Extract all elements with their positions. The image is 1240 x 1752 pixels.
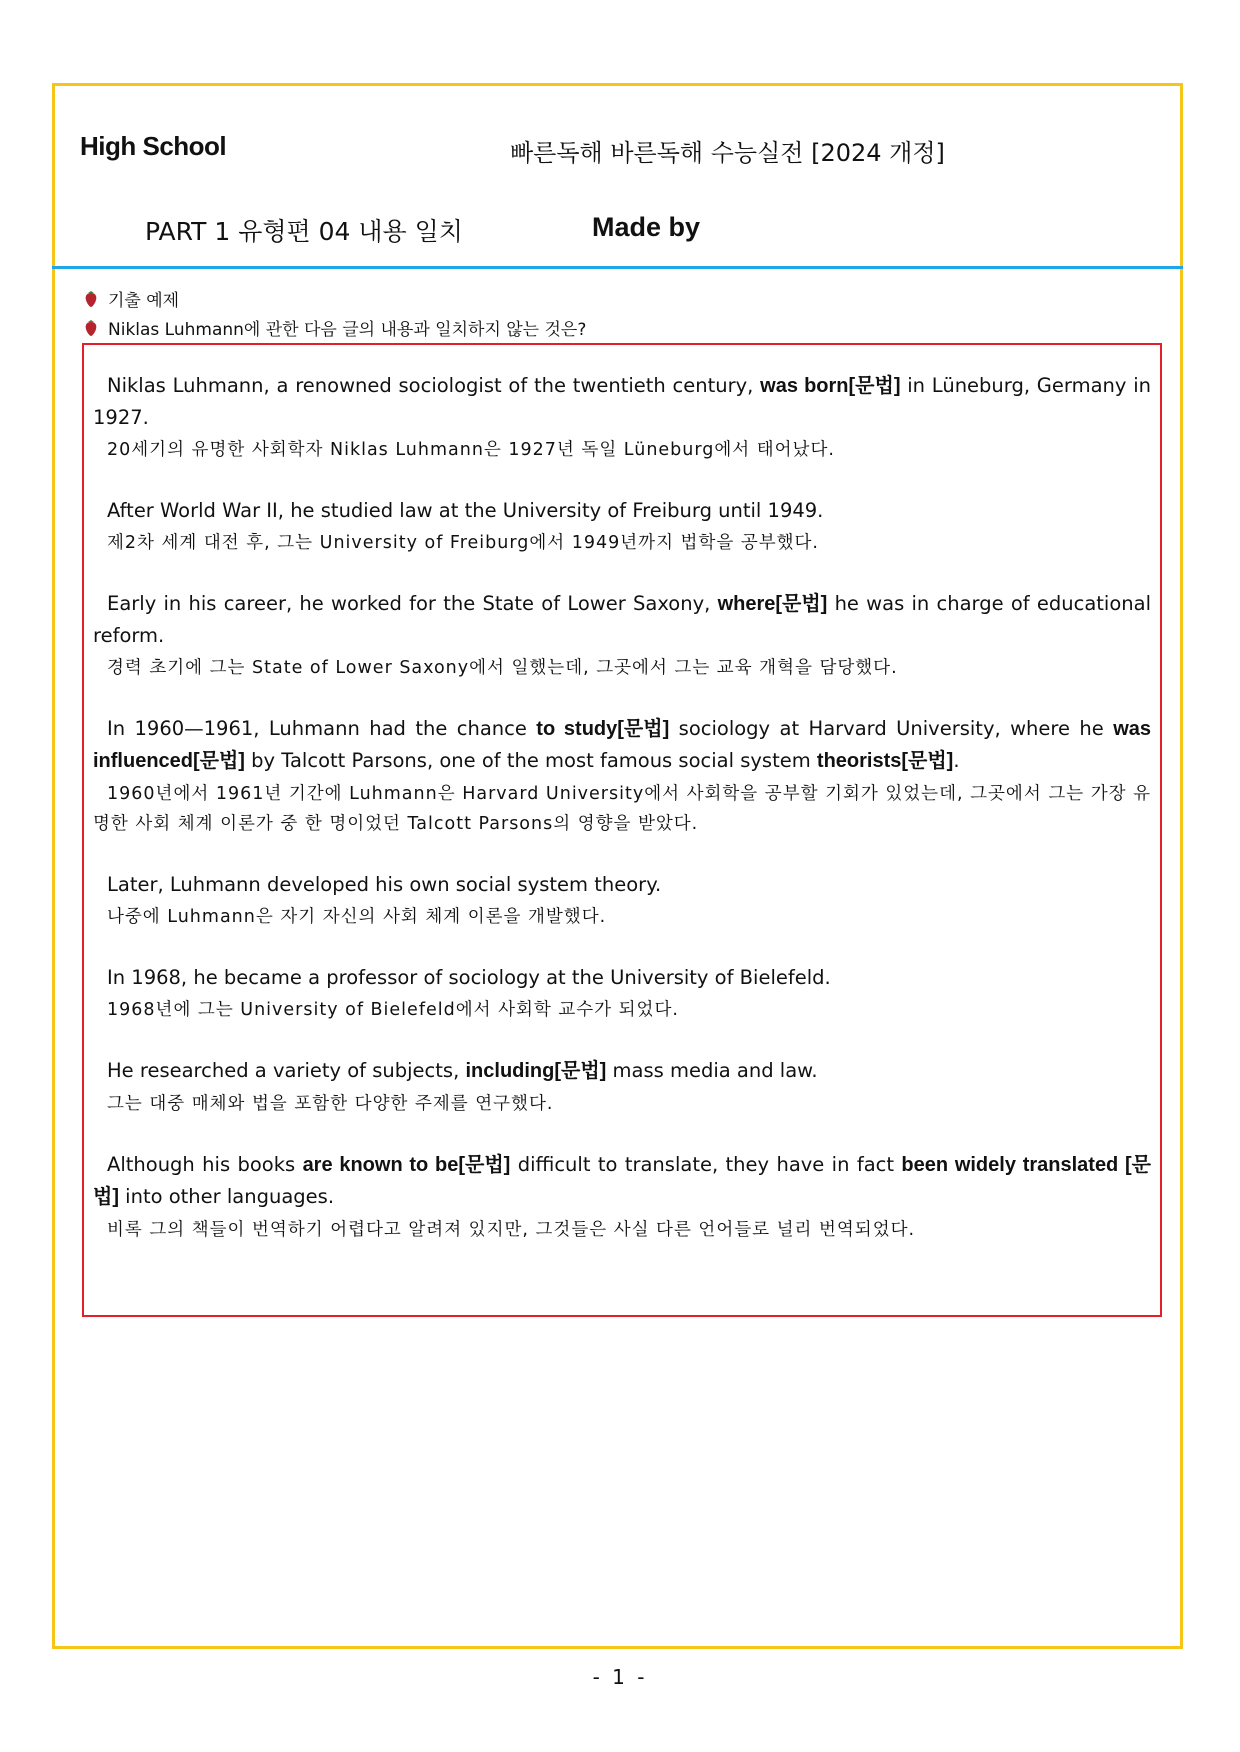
korean-translation: 그는 대중 매체와 법을 포함한 다양한 주제를 연구했다.: [107, 1094, 554, 1114]
english-sentence: [93, 495, 1151, 526]
korean-translation: 제2차 세계 대전 후, 그는 University of Freiburg에서 1949년까지 법학을 공부했다.: [107, 533, 819, 553]
page-number: - 1 -: [592, 1665, 648, 1689]
sentence-text: by Talcott Parsons, one of the most famous social system: [244, 749, 817, 772]
english-sentence: [93, 869, 1151, 900]
sentence-text: mass media and law.: [606, 1059, 818, 1082]
korean-translation: 비록 그의 책들이 번역하기 어렵다고 알려져 있지만, 그것들은 사실 다른 언어들로 널리 번역되었다.: [107, 1220, 916, 1240]
header-divider: [52, 266, 1183, 269]
passage-paragraph: [93, 370, 1151, 465]
grammar-highlight: including[문법]: [465, 1060, 607, 1082]
sentence-text: In 1968, he became a professor of sociology at the University of Bielefeld.: [107, 966, 831, 989]
passage-content: [93, 370, 1151, 1275]
korean-translation: 1968년에 그는 University of Bielefeld에서 사회학 교수가 되었다.: [107, 1000, 679, 1020]
passage-paragraph: [93, 869, 1151, 932]
korean-translation: 나중에 Luhmann은 자기 자신의 사회 체계 이론을 개발했다.: [107, 907, 607, 927]
sentence-text: Later, Luhmann developed his own social system theory.: [107, 873, 662, 896]
english-sentence: [93, 1055, 1151, 1087]
korean-translation: 경력 초기에 그는 State of Lower Saxony에서 일했는데, 그곳에서 그는 교육 개혁을 담당했다.: [107, 658, 898, 678]
sentence-text: he was in charge of educational reform.: [93, 592, 1151, 647]
grammar-highlight: was influenced[문법]: [93, 718, 1152, 772]
strawberry-bullet-icon: [84, 290, 98, 308]
sentence-text: Early in his career, he worked for the State of Lower Saxony,: [107, 592, 718, 615]
passage-paragraph: [93, 713, 1151, 839]
korean-translation: 20세기의 유명한 사회학자 Niklas Luhmann은 1927년 독일 Lüneburg에서 태어났다.: [107, 440, 835, 460]
english-sentence: [93, 1149, 1151, 1213]
sentence-text: Niklas Luhmann, a renowned sociologist of the twentieth century,: [107, 374, 761, 397]
sentence-text: into other languages.: [118, 1185, 335, 1208]
part-title: PART 1 유형편 04 내용 일치: [145, 217, 463, 246]
english-sentence: [93, 962, 1151, 993]
sentence-text: difficult to translate, they have in fact: [510, 1153, 902, 1176]
bullet-label: 기출 예제: [108, 291, 180, 311]
bullet-example: [84, 286, 179, 311]
passage-paragraph: [93, 1149, 1151, 1245]
korean-translation: 1960년에서 1961년 기간에 Luhmann은 Harvard University에서 사회학을 공부할 기회가 있었는데, 그곳에서 그는 가장 유명한 사회 체계 이론가 중 한 명이었던 Talcott Parsons의 영향을 받았다.: [93, 784, 1151, 834]
english-sentence: [93, 370, 1151, 433]
bullet-question: [84, 315, 586, 340]
sentence-text: .: [953, 749, 960, 772]
sentence-text: After World War II, he studied law at the University of Freiburg until 1949.: [107, 499, 824, 522]
sentence-text: sociology at Harvard University, where he: [669, 717, 1114, 740]
english-sentence: [93, 588, 1151, 651]
grammar-highlight: been widely translated [문법]: [93, 1154, 1151, 1208]
sentence-text: in Lüneburg, Germany in 1927.: [93, 374, 1151, 429]
grammar-highlight: to study[문법]: [536, 718, 670, 740]
sentence-text: He researched a variety of subjects,: [107, 1059, 466, 1082]
passage-paragraph: [93, 962, 1151, 1025]
sentence-text: Although his books: [107, 1153, 303, 1176]
sentence-text: In 1960—1961, Luhmann had the chance: [107, 717, 537, 740]
passage-paragraph: [93, 1055, 1151, 1119]
made-by: Made by: [592, 212, 701, 242]
book-title: 빠른독해 바른독해 수능실전 [2024 개정]: [510, 139, 945, 167]
grammar-highlight: where[문법]: [717, 593, 828, 615]
school-level: High School: [80, 131, 227, 161]
grammar-highlight: was born[문법]: [760, 375, 901, 397]
passage-paragraph: [93, 495, 1151, 558]
grammar-highlight: theorists[문법]: [816, 750, 954, 772]
question-text: Niklas Luhmann에 관한 다음 글의 내용과 일치하지 않는 것은?: [108, 320, 587, 340]
english-sentence: [93, 713, 1151, 777]
grammar-highlight: are known to be[문법]: [302, 1154, 511, 1176]
strawberry-bullet-icon: [84, 319, 98, 337]
passage-paragraph: [93, 588, 1151, 683]
